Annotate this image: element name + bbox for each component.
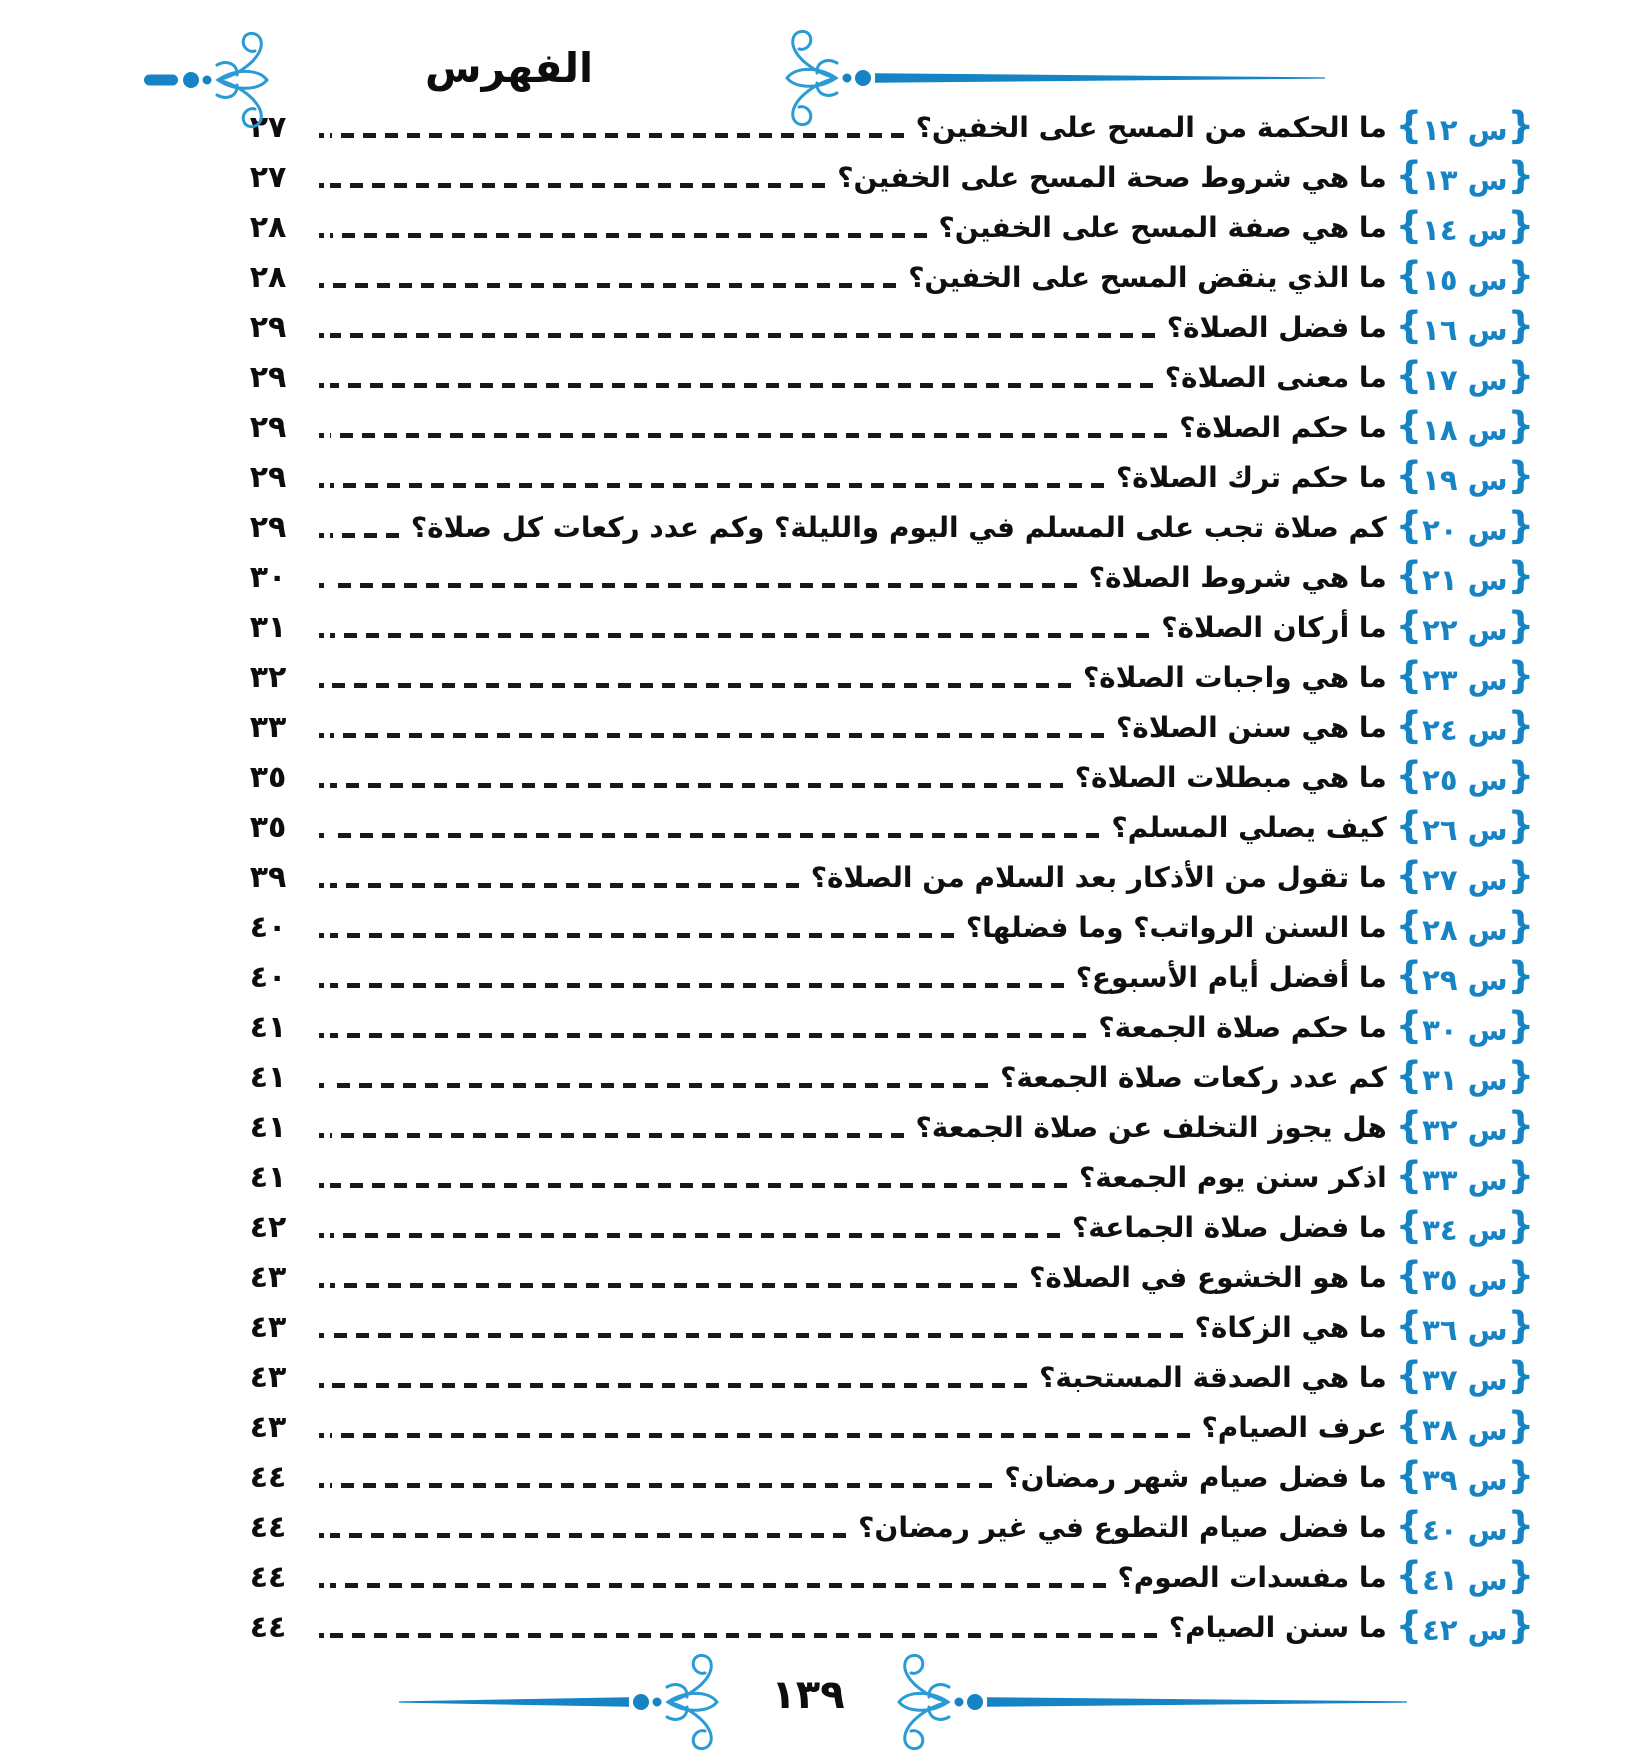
open-brace: {	[1507, 853, 1534, 897]
toc-entry	[222, 552, 1534, 602]
close-brace: }	[1395, 253, 1423, 297]
question-number: س ٢٩	[1422, 962, 1508, 997]
fleur-ornament-icon	[138, 30, 288, 130]
open-brace: {	[1507, 603, 1534, 647]
close-brace: }	[1395, 1153, 1423, 1197]
question-label	[1395, 1403, 1534, 1449]
page-number: ٤٣	[249, 1359, 287, 1395]
toc-entry	[222, 452, 1534, 502]
question-label	[1395, 353, 1534, 399]
page-number: ٢٨	[249, 259, 287, 295]
question-text: ما أفضل أيام الأسبوع؟	[1075, 960, 1387, 994]
question-number: س ١٣	[1422, 162, 1508, 197]
close-brace: }	[1395, 153, 1423, 197]
toc-entry	[222, 1402, 1534, 1452]
page-number: ٣٥	[249, 809, 287, 845]
dotted-leader	[330, 1033, 1086, 1038]
question-text: ما السنن الرواتب؟ وما فضلها؟	[965, 910, 1387, 944]
close-brace: }	[1395, 103, 1423, 147]
question-label	[1395, 203, 1534, 249]
toc-entry	[222, 902, 1534, 952]
question-label	[1395, 753, 1534, 799]
question-text: ما تقول من الأذكار بعد السلام من الصلاة؟	[810, 860, 1387, 894]
close-brace: }	[1395, 903, 1423, 947]
open-brace: {	[1507, 503, 1534, 547]
close-brace: }	[1395, 653, 1423, 697]
toc-entry	[222, 752, 1534, 802]
open-brace: {	[1507, 1003, 1534, 1047]
page-number: ٢٩	[249, 409, 287, 445]
page-number: ٢٧	[249, 159, 287, 195]
toc-entry	[222, 152, 1534, 202]
question-number: س ٢٧	[1422, 862, 1508, 897]
close-brace: }	[1395, 303, 1423, 347]
page-number: ٣٣	[249, 709, 287, 745]
toc-entry	[222, 302, 1534, 352]
toc-entry	[222, 1002, 1534, 1052]
open-brace: {	[1507, 653, 1534, 697]
dotted-leader	[330, 633, 1149, 638]
question-label	[1395, 103, 1534, 149]
question-label	[1395, 903, 1534, 949]
dotted-leader	[330, 983, 1064, 988]
open-brace: {	[1507, 953, 1534, 997]
question-label	[1395, 1153, 1534, 1199]
dotted-leader	[330, 483, 1104, 488]
close-brace: }	[1395, 353, 1423, 397]
question-label	[1395, 303, 1534, 349]
open-brace: {	[1507, 353, 1534, 397]
dotted-leader	[330, 883, 799, 888]
page-number: ٤٤	[249, 1509, 287, 1545]
toc-entry	[222, 202, 1534, 252]
question-text: ما هي سنن الصلاة؟	[1116, 710, 1387, 744]
page-number: ٣١	[249, 609, 287, 645]
toc-entry	[222, 502, 1534, 552]
question-text: ما سنن الصيام؟	[1168, 1610, 1387, 1644]
dotted-leader	[330, 833, 1099, 838]
page-number: ٢٩	[249, 359, 287, 395]
toc-entry	[222, 1552, 1534, 1602]
open-brace: {	[1507, 253, 1534, 297]
dotted-leader	[330, 683, 1071, 688]
close-brace: }	[1395, 1403, 1423, 1447]
question-label	[1395, 1553, 1534, 1599]
open-brace: {	[1507, 153, 1534, 197]
question-text: ما فضل صيام التطوع في غير رمضان؟	[858, 1510, 1387, 1544]
question-number: س ١٩	[1422, 462, 1508, 497]
question-number: س ٢٥	[1422, 762, 1508, 797]
question-label	[1395, 1053, 1534, 1099]
toc-entry	[222, 1252, 1534, 1302]
question-text: كيف يصلي المسلم؟	[1111, 810, 1387, 844]
page-number: ٤٤	[249, 1559, 287, 1595]
toc-entry	[222, 1202, 1534, 1252]
question-label	[1395, 1603, 1534, 1649]
question-text: ما فضل صلاة الجماعة؟	[1072, 1210, 1387, 1244]
question-label	[1395, 653, 1534, 699]
page-number: ٣٩	[249, 859, 287, 895]
question-number: س ٢٠	[1422, 512, 1508, 547]
close-brace: }	[1395, 753, 1423, 797]
page-number: ٤٠	[249, 909, 287, 945]
question-label	[1395, 803, 1534, 849]
open-brace: {	[1507, 1353, 1534, 1397]
close-brace: }	[1395, 1003, 1423, 1047]
question-label	[1395, 1003, 1534, 1049]
question-text: ما هي شروط الصلاة؟	[1088, 560, 1387, 594]
page-number: ٤٣	[249, 1409, 287, 1445]
dotted-leader	[330, 283, 896, 288]
question-number: س ٤٠	[1422, 1512, 1508, 1547]
question-label	[1395, 1503, 1534, 1549]
question-text: ما هي الصدقة المستحبة؟	[1039, 1360, 1387, 1394]
close-brace: }	[1395, 403, 1423, 447]
question-number: س ٣٨	[1422, 1412, 1508, 1447]
fleur-rule-ornament-icon	[878, 1652, 1408, 1752]
toc-entry	[222, 702, 1534, 752]
open-brace: {	[1507, 903, 1534, 947]
question-label	[1395, 453, 1534, 499]
page-number: ٤١	[249, 1109, 287, 1145]
close-brace: }	[1395, 1253, 1423, 1297]
close-brace: }	[1395, 1553, 1423, 1597]
question-text: ما حكم الصلاة؟	[1179, 410, 1387, 444]
question-number: س ١٥	[1422, 262, 1508, 297]
question-label	[1395, 153, 1534, 199]
open-brace: {	[1507, 1203, 1534, 1247]
question-number: س ٢٣	[1422, 662, 1508, 697]
dotted-leader	[330, 1383, 1027, 1388]
toc-entry	[222, 952, 1534, 1002]
question-number: س ٢٤	[1422, 712, 1508, 747]
toc-entry	[222, 402, 1534, 452]
close-brace: }	[1395, 1353, 1423, 1397]
question-text: كم عدد ركعات صلاة الجمعة؟	[1000, 1060, 1387, 1094]
dotted-leader	[330, 233, 927, 238]
close-brace: }	[1395, 603, 1423, 647]
question-number: س ١٦	[1422, 312, 1508, 347]
question-text: اذكر سنن يوم الجمعة؟	[1079, 1160, 1387, 1194]
question-number: س ٢٨	[1422, 912, 1508, 947]
toc-entry	[222, 602, 1534, 652]
page-number: ٤٣	[249, 1309, 287, 1345]
page-number: ٣٢	[249, 659, 287, 695]
close-brace: }	[1395, 1603, 1423, 1647]
question-text: عرف الصيام؟	[1201, 1410, 1387, 1444]
dotted-leader	[330, 433, 1167, 438]
question-label	[1395, 603, 1534, 649]
question-text: هل يجوز التخلف عن صلاة الجمعة؟	[915, 1110, 1387, 1144]
close-brace: }	[1395, 203, 1423, 247]
question-number: س ٢٢	[1422, 612, 1508, 647]
open-brace: {	[1507, 1403, 1534, 1447]
open-brace: {	[1507, 1603, 1534, 1647]
question-label	[1395, 853, 1534, 899]
page-number: ٢٩	[249, 459, 287, 495]
open-brace: {	[1507, 303, 1534, 347]
close-brace: }	[1395, 503, 1423, 547]
dotted-leader	[330, 1333, 1183, 1338]
question-number: س ٣٢	[1422, 1112, 1508, 1147]
question-text: ما الذي ينقض المسح على الخفين؟	[908, 260, 1387, 294]
question-label	[1395, 1253, 1534, 1299]
question-text: ما هي الزكاة؟	[1194, 1310, 1387, 1344]
close-brace: }	[1395, 1503, 1423, 1547]
dotted-leader	[330, 1133, 904, 1138]
page-number: ٤١	[249, 1159, 287, 1195]
dotted-leader	[330, 1233, 1060, 1238]
dotted-leader	[330, 183, 825, 188]
dotted-leader	[330, 1283, 1017, 1288]
question-text: ما هو الخشوع في الصلاة؟	[1029, 1260, 1387, 1294]
dotted-leader	[330, 783, 1063, 788]
close-brace: }	[1395, 1303, 1423, 1347]
page-title: الفهرس	[425, 44, 594, 92]
page-number: ٣٠	[249, 559, 287, 595]
close-brace: }	[1395, 1053, 1423, 1097]
page-number: ٤١	[249, 1009, 287, 1045]
toc-entry	[222, 1102, 1534, 1152]
toc-entry	[222, 1602, 1534, 1652]
dotted-leader	[330, 933, 954, 938]
question-label	[1395, 503, 1534, 549]
dotted-leader	[330, 533, 399, 538]
question-number: س ١٤	[1422, 212, 1508, 247]
open-brace: {	[1507, 1153, 1534, 1197]
open-brace: {	[1507, 1303, 1534, 1347]
question-number: س ٣١	[1422, 1062, 1508, 1097]
footer-page-number: ١٣٩	[771, 1672, 845, 1718]
dotted-leader	[330, 1583, 1106, 1588]
page-number: ٢٩	[249, 509, 287, 545]
question-text: ما أركان الصلاة؟	[1161, 610, 1387, 644]
close-brace: }	[1395, 803, 1423, 847]
question-label	[1395, 253, 1534, 299]
question-text: ما فضل صيام شهر رمضان؟	[1004, 1460, 1387, 1494]
question-text: ما حكم ترك الصلاة؟	[1115, 460, 1387, 494]
open-brace: {	[1507, 803, 1534, 847]
question-label	[1395, 403, 1534, 449]
dotted-leader	[330, 1083, 988, 1088]
toc-entry	[222, 1502, 1534, 1552]
fleur-rule-ornament-icon	[766, 28, 1326, 128]
question-label	[1395, 953, 1534, 999]
page-number: ٤٣	[249, 1259, 287, 1295]
question-number: س ٤١	[1422, 1562, 1508, 1597]
question-number: س ٣٠	[1422, 1012, 1508, 1047]
dotted-leader	[330, 1633, 1157, 1638]
open-brace: {	[1507, 203, 1534, 247]
question-text: ما هي صفة المسح على الخفين؟	[938, 210, 1387, 244]
open-brace: {	[1507, 1053, 1534, 1097]
close-brace: }	[1395, 703, 1423, 747]
dotted-leader	[330, 383, 1153, 388]
dotted-leader	[330, 1433, 1190, 1438]
toc-entry	[222, 1352, 1534, 1402]
open-brace: {	[1507, 453, 1534, 497]
toc-entry	[222, 1152, 1534, 1202]
toc-entry	[222, 802, 1534, 852]
page-number: ٤٤	[249, 1609, 287, 1645]
question-label	[1395, 1203, 1534, 1249]
question-label	[1395, 553, 1534, 599]
question-number: س ٣٥	[1422, 1262, 1508, 1297]
dotted-leader	[330, 1533, 846, 1538]
close-brace: }	[1395, 1453, 1423, 1497]
question-number: س ٣٤	[1422, 1212, 1508, 1247]
page-number: ٢٨	[249, 209, 287, 245]
close-brace: }	[1395, 453, 1423, 497]
question-label	[1395, 703, 1534, 749]
question-label	[1395, 1353, 1534, 1399]
toc-entry	[222, 1302, 1534, 1352]
toc-entry	[222, 652, 1534, 702]
question-number: س ٣٦	[1422, 1312, 1508, 1347]
toc-entry	[222, 1052, 1534, 1102]
open-brace: {	[1507, 1253, 1534, 1297]
question-number: س ١٢	[1422, 112, 1508, 147]
page-number: ٤١	[249, 1059, 287, 1095]
toc-entry	[222, 352, 1534, 402]
open-brace: {	[1507, 1553, 1534, 1597]
question-label	[1395, 1453, 1534, 1499]
open-brace: {	[1507, 553, 1534, 597]
question-text: ما الحكمة من المسح على الخفين؟	[915, 110, 1387, 144]
close-brace: }	[1395, 953, 1423, 997]
open-brace: {	[1507, 1503, 1534, 1547]
close-brace: }	[1395, 1203, 1423, 1247]
dotted-leader	[330, 583, 1077, 588]
dotted-leader	[330, 1183, 1067, 1188]
question-number: س ٢٦	[1422, 812, 1508, 847]
dotted-leader	[330, 133, 904, 138]
open-brace: {	[1507, 403, 1534, 447]
question-number: س ٣٩	[1422, 1462, 1508, 1497]
question-text: ما حكم صلاة الجمعة؟	[1098, 1010, 1387, 1044]
question-number: س ٤٢	[1422, 1612, 1508, 1647]
question-text: ما هي شروط صحة المسح على الخفين؟	[837, 160, 1387, 194]
dotted-leader	[330, 733, 1104, 738]
question-text: ما فضل الصلاة؟	[1166, 310, 1387, 344]
page-number: ٣٥	[249, 759, 287, 795]
question-number: س ٣٧	[1422, 1362, 1508, 1397]
page-number: ٤٠	[249, 959, 287, 995]
open-brace: {	[1507, 753, 1534, 797]
question-label	[1395, 1103, 1534, 1149]
question-text: كم صلاة تجب على المسلم في اليوم والليلة؟ وكم عدد ركعات كل صلاة؟	[410, 510, 1387, 544]
page-number: ٢٩	[249, 309, 287, 345]
dotted-leader	[330, 333, 1155, 338]
page-number: ٤٢	[249, 1209, 287, 1245]
question-number: س ١٨	[1422, 412, 1508, 447]
close-brace: }	[1395, 853, 1423, 897]
open-brace: {	[1507, 103, 1534, 147]
question-text: ما هي واجبات الصلاة؟	[1082, 660, 1387, 694]
toc-entry	[222, 852, 1534, 902]
toc-entry	[222, 252, 1534, 302]
open-brace: {	[1507, 1453, 1534, 1497]
close-brace: }	[1395, 553, 1423, 597]
dotted-leader	[330, 1483, 992, 1488]
question-number: س ٣٣	[1422, 1162, 1508, 1197]
page-number: ٤٤	[249, 1459, 287, 1495]
close-brace: }	[1395, 1103, 1423, 1147]
page-number: ٢٧	[249, 109, 287, 145]
question-text: ما مفسدات الصوم؟	[1117, 1560, 1387, 1594]
open-brace: {	[1507, 703, 1534, 747]
question-number: س ٢١	[1422, 562, 1508, 597]
fleur-rule-ornament-icon	[398, 1652, 738, 1752]
question-text: ما معنى الصلاة؟	[1164, 360, 1387, 394]
toc-entry	[222, 1452, 1534, 1502]
question-text: ما هي مبطلات الصلاة؟	[1074, 760, 1387, 794]
open-brace: {	[1507, 1103, 1534, 1147]
question-label	[1395, 1303, 1534, 1349]
question-number: س ١٧	[1422, 362, 1508, 397]
